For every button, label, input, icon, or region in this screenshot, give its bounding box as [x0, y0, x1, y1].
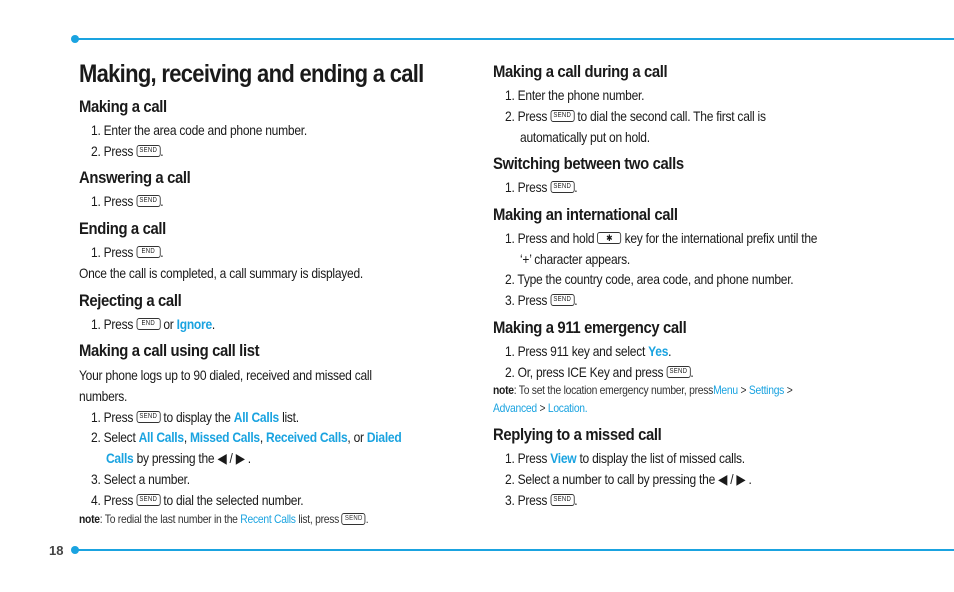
section-switching-calls: Switching between two calls: [493, 155, 684, 173]
dialed-calls-option: Dialed: [366, 429, 402, 445]
received-calls-option: Received Calls: [266, 429, 348, 445]
intl-step-2: 2. Type the country code, area code, and phone number.: [505, 271, 794, 287]
call-list-body-2: numbers.: [79, 388, 128, 404]
call-list-step-3: 3. Select a number.: [91, 471, 190, 487]
call-list-step-4: 4. Press SEND to dial the selected number.: [91, 492, 304, 508]
during-step-2: 2. Press SEND to dial the second call. The first call is: [505, 108, 766, 124]
end-key-icon: END: [136, 246, 160, 258]
rejecting-step-1: 1. Press END or Ignore.: [91, 316, 215, 332]
making-step-2: 2. Press SEND .: [91, 143, 164, 159]
send-key-icon: SEND: [550, 294, 574, 306]
section-call-list: Making a call using call list: [79, 342, 260, 360]
send-key-icon: SEND: [666, 366, 690, 378]
intl-step-3: 3. Press SEND .: [505, 292, 578, 308]
section-ending-call: Ending a call: [79, 220, 166, 238]
bottom-rule-dot: [71, 546, 79, 554]
call-list-step-1: 1. Press SEND to display the All Calls list.: [91, 409, 299, 425]
section-rejecting-call: Rejecting a call: [79, 292, 182, 310]
ignore-option: Ignore: [176, 316, 212, 332]
page-title: Making, receiving and ending a call: [79, 60, 424, 88]
ending-step-1: 1. Press END .: [91, 244, 164, 260]
yes-option: Yes: [648, 343, 669, 359]
emergency-step-2: 2. Or, press ICE Key and press SEND .: [505, 364, 694, 380]
during-step-1: 1. Enter the phone number.: [505, 87, 645, 103]
send-key-icon: SEND: [136, 494, 160, 506]
missed-step-1: 1. Press View to display the list of missed calls.: [505, 450, 745, 466]
ending-body: Once the call is completed, a call summary is displayed.: [79, 265, 364, 281]
top-rule-dot: [71, 35, 79, 43]
section-answering-call: Answering a call: [79, 169, 191, 187]
settings-option: Settings: [748, 383, 785, 397]
during-step-2-cont: automatically put on hold.: [520, 129, 650, 145]
end-key-icon: END: [136, 318, 160, 330]
section-during-call: Making a call during a call: [493, 63, 668, 81]
send-key-icon: SEND: [136, 411, 160, 423]
all-calls-option: All Calls: [138, 429, 184, 445]
send-key-icon: SEND: [136, 195, 160, 207]
dialed-calls-option-cont: Calls: [106, 450, 134, 466]
section-international-call: Making an international call: [493, 206, 678, 224]
intl-step-1: 1. Press and hold ✱ key for the international prefix until the: [505, 230, 818, 246]
top-rule: [75, 38, 954, 40]
view-option: View: [550, 450, 577, 466]
bottom-rule: [75, 549, 954, 551]
star-key-icon: ✱: [597, 232, 621, 244]
emergency-step-1: 1. Press 911 key and select Yes.: [505, 343, 672, 359]
section-making-call: Making a call: [79, 98, 167, 116]
emergency-note: note: To set the location emergency number, pressMenu > Settings >: [493, 383, 793, 397]
missed-step-2: 2. Select a number to call by pressing the ◀ / ▶ .: [505, 471, 752, 487]
making-step-1: 1. Enter the area code and phone number.: [91, 122, 307, 138]
all-calls-option: All Calls: [233, 409, 279, 425]
send-key-icon: SEND: [342, 513, 366, 525]
page-number: 18: [49, 543, 64, 558]
missed-step-3: 3. Press SEND .: [505, 492, 578, 508]
section-emergency-call: Making a 911 emergency call: [493, 319, 687, 337]
advanced-option: Advanced: [493, 401, 537, 415]
menu-option: Menu: [713, 383, 738, 397]
recent-calls-option: Recent Calls: [240, 512, 296, 526]
call-list-step-2-cont: Calls by pressing the ◀ / ▶ .: [106, 450, 251, 466]
switching-step-1: 1. Press SEND .: [505, 179, 578, 195]
send-key-icon: SEND: [550, 494, 574, 506]
emergency-note-cont: Advanced > Location.: [493, 401, 588, 415]
send-key-icon: SEND: [136, 145, 160, 157]
call-list-step-2: 2. Select All Calls, Missed Calls, Received Calls, or Dialed: [91, 429, 402, 445]
call-list-note: note: To redial the last number in the Recent Calls list, press SEND .: [79, 512, 369, 526]
missed-calls-option: Missed Calls: [189, 429, 260, 445]
location-option: Location.: [547, 401, 588, 415]
call-list-body-1: Your phone logs up to 90 dialed, received and missed call: [79, 367, 372, 383]
intl-step-1-cont: ‘+’ character appears.: [520, 251, 630, 267]
answering-step-1: 1. Press SEND .: [91, 193, 164, 209]
send-key-icon: SEND: [550, 110, 574, 122]
section-missed-call: Replying to a missed call: [493, 426, 662, 444]
send-key-icon: SEND: [550, 181, 574, 193]
